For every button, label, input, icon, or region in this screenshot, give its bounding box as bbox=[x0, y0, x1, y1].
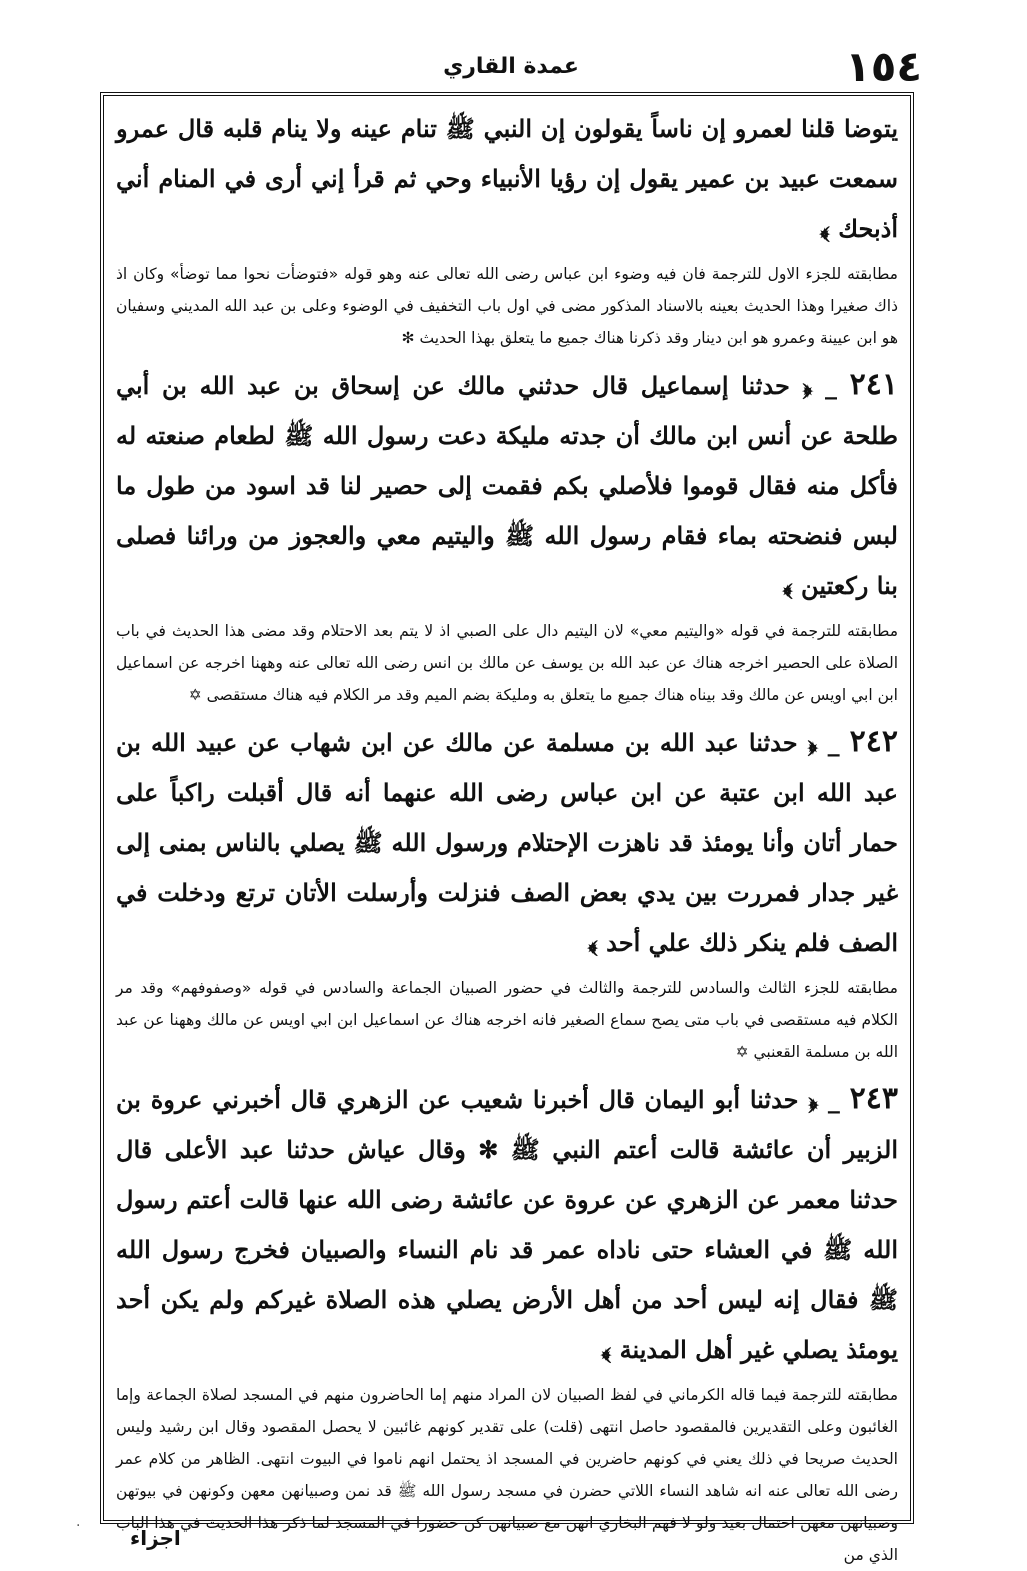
scan-speck: · bbox=[76, 1518, 81, 1534]
hadith-text: ٢٤٣ _ ﴿ حدثنا أبو اليمان قال أخبرنا شعيب عن الزهري قال أخبرني عروة بن الزبير أن عائشة قالت أعتم النبي ﷺ ✻ وقال عياش حدثنا عبد الأعلى قال حدثنا معمر عن الزهري عن عروة عن عائشة رضى الله عنها قالت أعتم رسول الله ﷺ في العشاء حتى ناداه عمر قد نام النساء والصبيان فخرج رسول الله ﷺ فقال إنه ليس أحد من أهل الأرض يصلي هذه الصلاة غيركم ولم يكن أحد يومئذ يصلي غير أهل المدينة ﴾ bbox=[116, 1081, 899, 1364]
hadith-text: ٢٤١ _ ﴿ حدثنا إسماعيل قال حدثني مالك عن إسحاق بن عبد الله بن أبي طلحة عن أنس ابن مالك أن جدته مليكة دعت رسول الله ﷺ لطعام صنعته له فأكل منه فقال قوموا فلأصلي بكم فقمت إلى حصير لنا قد اسود من طول ما لبس فنضحته بماء فقام رسول الله ﷺ واليتيم معي والعجوز من ورائنا فصلى بنا ركعتين ﴾ bbox=[116, 367, 898, 600]
footer-signature: اجزاء bbox=[130, 1526, 181, 1550]
commentary-text: مطابقته للجزء الاول للترجمة فان فيه وضوء ابن عباس رضى الله تعالى عنه وهو قوله «فتوضأت نحوا مما توضأ» وكان اذ ذاك صغيرا وهذا الحديث بعينه بالاسناد المذكور مضى في اول باب التخفيف في الوضوء وعلى بن عبد الله المديني وسفيان هو ابن عيينة وعمرو هو ابن دينار وقد ذكرنا هناك جميع ما يتعلق بهذا الحديث ✻ bbox=[116, 265, 898, 347]
page-number: ١٥٤ bbox=[845, 42, 922, 91]
hadith-number: ٢٤٢ bbox=[849, 724, 898, 759]
commentary-text: مطابقته للجزء الثالث والسادس للترجمة والثالث في حضور الصبيان الجماعة والسادس في قوله «وصفوفهم» وقد مر الكلام فيه مستقصى في باب متى يصح سماع الصغير فانه اخرجه هناك عن اسماعيل ابن ابي اويس عن مالك وههنا عن عبد الله بن مسلمة القعنبي ✡ bbox=[116, 979, 898, 1061]
commentary-text: مطابقته للترجمة فيما قاله الكرماني في لفظ الصبيان لان المراد منهم إما الحاضرون منهم في المسجد لصلاة الجماعة وإما الغائبون وعلى التقديرين فالمقصود حاصل انتهى (قلت) على تقدير كونهم غائبين لا يحصل المقصود وقال ابن رشيد وليس الحديث صريحا في ذلك يعني في كونهم حاضرين في المسجد اذ يحتمل انهم ناموا في البيوت انتهى. الظاهر من كلام عمر رضى الله تعالى عنه انه شاهد النساء اللاتي حضرن في مسجد رسول الله ﷺ قد نمن وصبيانهن معهن وكونهن في بيوتهن وصبيانهن معهن احتمال بعيد ولو لا فهم البخاري انهن مع صبيانهن كن حضورا في المسجد لما ذكر هذا الحديث في هذا الباب الذي من bbox=[116, 1386, 898, 1564]
page-header bbox=[100, 38, 922, 94]
hadith-text: يتوضا قلنا لعمرو إن ناساً يقولون إن النبي ﷺ تنام عينه ولا ينام قلبه قال عمرو سمعت عبيد بن عمير يقول إن رؤيا الأنبياء وحي ثم قرأ إني أرى في المنام أني أذبحك ﴾ bbox=[116, 114, 899, 243]
hadith-number: ٢٤٣ bbox=[849, 1081, 898, 1116]
hadith-text: ٢٤٢ _ ﴿ حدثنا عبد الله بن مسلمة عن مالك عن ابن شهاب عن عبيد الله بن عبد الله ابن عتبة عن ابن عباس رضى الله عنهما أنه قال أقبلت راكباً على حمار أتان وأنا يومئذ قد ناهزت الإحتلام ورسول الله ﷺ يصلي بالناس بمنى إلى غير جدار فمررت بين يدي بعض الصف فنزلت وأرسلت الأتان ترتع ودخلت في الصف فلم ينكر ذلك علي أحد ﴾ bbox=[116, 724, 898, 957]
hadith-number: ٢٤١ bbox=[849, 367, 898, 402]
commentary-text: مطابقته للترجمة في قوله «واليتيم معي» لان اليتيم دال على الصبي اذ لا يتم بعد الاحتلام وقد مضى هذا الحديث في باب الصلاة على الحصير اخرجه هناك عن عبد الله بن يوسف عن مالك بن انس رضى الله تعالى عنه وههنا اخرجه عن اسماعيل ابن ابي اويس عن مالك وقد بيناه هناك جميع ما يتعلق به ومليكة بضم الميم وقد مر الكلام فيه هناك مستقصى ✡ bbox=[116, 622, 898, 704]
running-title: عمدة القاري bbox=[443, 54, 579, 79]
